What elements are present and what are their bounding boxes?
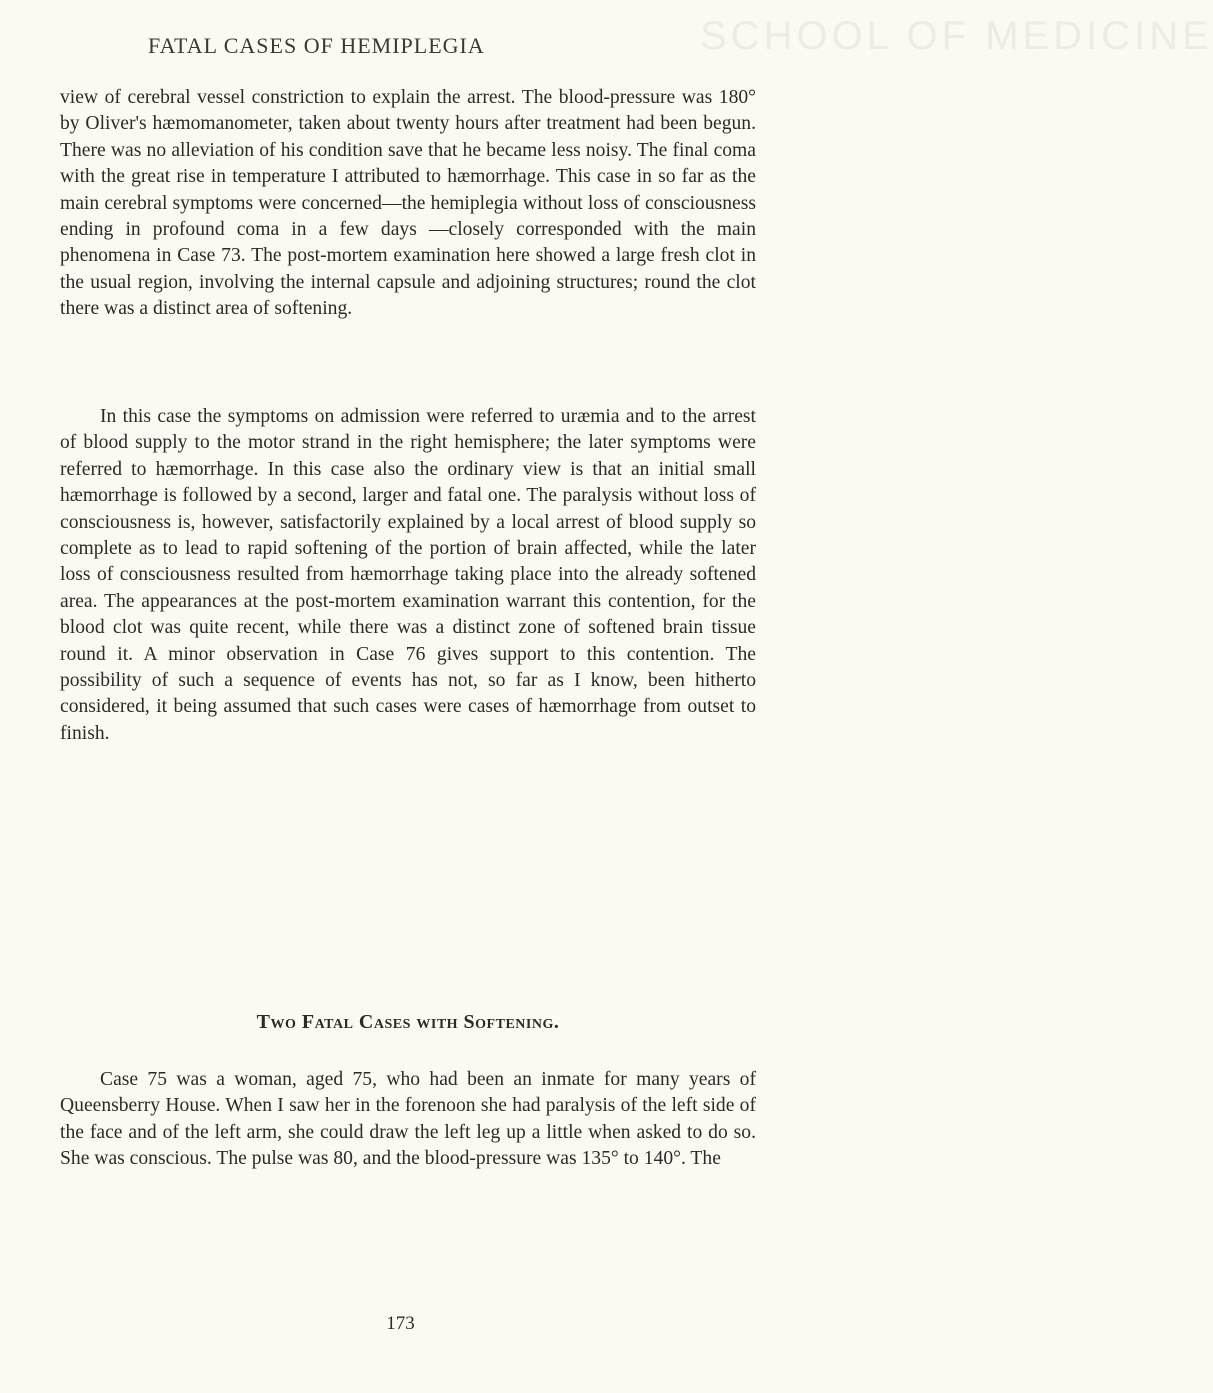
paragraph-case-75: Case 75 was a woman, aged 75, who had been an inmate for many years of Queensberry House. When I saw her in the forenoon she had paralysis of the left side of the face and of the left arm, she could draw the left leg up a little when asked to do so. She was conscious. The pulse was 80, and the blood-pressure was 135° to 140°. The — [60, 1069, 756, 1170]
paragraph-continuation: view of cerebral vessel constriction to explain the arrest. The blood-pressure was 180° by Oliver's hæmomanometer, taken about twenty hours after treatment had been begun. There was no alleviation of his condition save that he became less noisy. The final coma with the great rise in temperature I attributed to hæmorrhage. This case in so far as the main cerebral symptoms were concerned—the hemiplegia without loss of consciousness ending in profound coma in a few days —closely corresponded with the main phenomena in Case 73. The post-mortem examination here showed a large fresh clot in the usual region, involving the internal capsule and adjoining structures; round the clot there was a distinct area of softening. — [60, 87, 756, 320]
section-heading: Two Fatal Cases with Softening. — [256, 1011, 560, 1033]
page-number: 173 — [386, 1313, 415, 1334]
paragraph-discussion: In this case the symptoms on admission were referred to uræmia and to the arrest of blood supply to the motor strand in the right hemisphere; the later symptoms were referred to hæmorrhage. In this case also the ordinary view is that an initial small hæmorrhage is followed by a second, larger and fatal one. The paralysis without loss of consciousness is, however, satisfactorily explained by a local arrest of blood supply so complete as to lead to rapid softening of the portion of brain affected, while the later loss of consciousness resulted from hæmorrhage taking place into the already softened area. The appearances at the post-mortem examination warrant this contention, for the blood clot was quite recent, while there was a distinct zone of softened brain tissue round it. A minor observation in Case 76 gives support to this contention. The possibility of such a sequence of events has not, so far as I know, been hitherto considered, it being assumed that such cases were cases of hæmorrhage from outset to finish. — [60, 406, 756, 744]
running-head: FATAL CASES OF HEMIPLEGIA — [148, 33, 485, 58]
library-stamp: SCHOOL OF MEDICINE — [700, 14, 1213, 58]
